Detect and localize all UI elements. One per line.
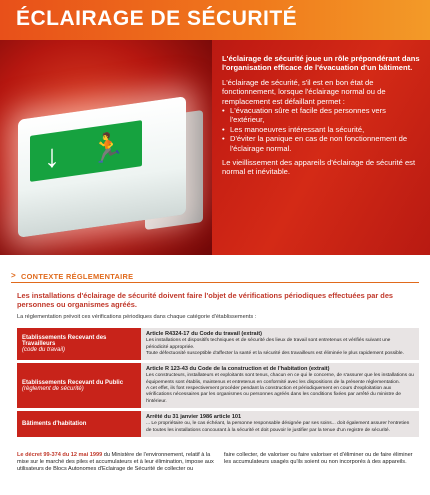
table-intro: La réglementation prévoit ces vérifications périodiques dans chaque catégorie d'établissements :	[17, 314, 257, 320]
benefits-list	[222, 106, 422, 153]
list-item: • D'éviter la panique en cas de non fonctionnement de l'éclairage normal.	[222, 134, 408, 153]
paragraph-2: L'éclairage de sécurité, s'il est en bon état de fonctionnement, lorsque l'éclairage normal ou de remplacement est défaillant permet :	[222, 77, 386, 106]
section-header	[11, 272, 419, 283]
section-marker-icon: >	[11, 271, 16, 280]
paragraph-3: Le vieillissement des appareils d'éclairage de sécurité est normal et inévitable.	[222, 158, 416, 177]
list-item: • Les manoeuvres intéressant la sécurité,	[222, 124, 365, 134]
row-label: Bâtiments d'habitation	[17, 411, 141, 437]
bullet-icon: •	[222, 124, 225, 134]
emergency-exit-photo	[0, 40, 212, 255]
bullet-icon: •	[222, 106, 225, 116]
table-row	[17, 411, 419, 437]
header-bar	[0, 0, 430, 40]
section-title: CONTEXTE RÉGLEMENTAIRE	[21, 272, 134, 281]
list-item: • L'évacuation sûre et facile des personnes vers l'extérieur,	[222, 106, 386, 125]
footer-col-2: faire collecter, de valoriser ou faire valoriser et d'éliminer ou de faire éliminer les accumulateurs usagés qu'ils soient ou non incorporés à des appareils.	[224, 452, 413, 466]
table-row	[17, 328, 419, 360]
table-row	[17, 363, 419, 408]
regulation-table	[17, 328, 419, 440]
arrow-down-icon: ↓	[44, 136, 60, 175]
banner-text	[222, 54, 422, 177]
lead-text: Les installations d'éclairage de sécurité doivent faire l'objet de vérifications périodiques effectuées par des personnes ou organismes agréés.	[17, 291, 394, 310]
footer-col-1: Le décret 99-374 du 12 mai 1999 du Ministère de l'environnement, relatif à la mise sur le marché des piles et accumulateurs et à leur élimination, impose aux utilisateurs de Blocs Autonomes d'Eclairage de Sécurité de collecter ou	[17, 452, 214, 473]
bullet-icon: •	[222, 134, 225, 144]
banner	[0, 40, 430, 255]
row-label: Etablissements Recevant des Travailleurs (code du travail)	[17, 328, 141, 360]
row-label: Etablissements Recevant du Public (règlement de sécurité)	[17, 363, 141, 408]
intro-text: L'éclairage de sécurité joue un rôle prépondérant dans l'organisation efficace de l'évacuation d'un bâtiment.	[222, 54, 420, 73]
running-man-icon: 🏃	[90, 129, 125, 166]
row-content: Arrêté du 31 janvier 1986 article 101 ... Le propriétaire ou, le cas échéant, la personne responsable désignée par ses soins... doit également assurer l'entretien de toutes les installations concourant à la sécurité et doit pouvoir le justifier par la tenue d'un registre de sécurité.	[141, 411, 419, 437]
row-content: Article R 123-43 du Code de la construction et de l'habitation (extrait) Les constructeurs, installateurs et exploitants sont tenus, chacun en ce qui le concerne, de s'assurer que les installations ou équipements sont établis, maintenus et entretenus en conformité avec les dispositions de la présente réglementation. A cet effet, ils font respectivement procéder pendant la construction et périodiquement en cours d'exploitation aux vérifications nécessaires par les organismes ou personnes agréés dans les conditions fixées par arrêté du ministre de l'intérieur.	[141, 363, 419, 408]
row-content: Article R4324-17 du Code du travail (extrait) Les installations et dispositifs techniques et de sécurité des lieux de travail sont entretenus et vérifiés suivant une périodicité appropriée. Toute défectuosité susceptible d'affecter la santé et la sécurité des travailleurs est éliminée le plus rapidement possible.	[141, 328, 419, 360]
page-title: ÉCLAIRAGE DE SÉCURITÉ	[16, 7, 298, 30]
footer-text	[17, 452, 421, 474]
